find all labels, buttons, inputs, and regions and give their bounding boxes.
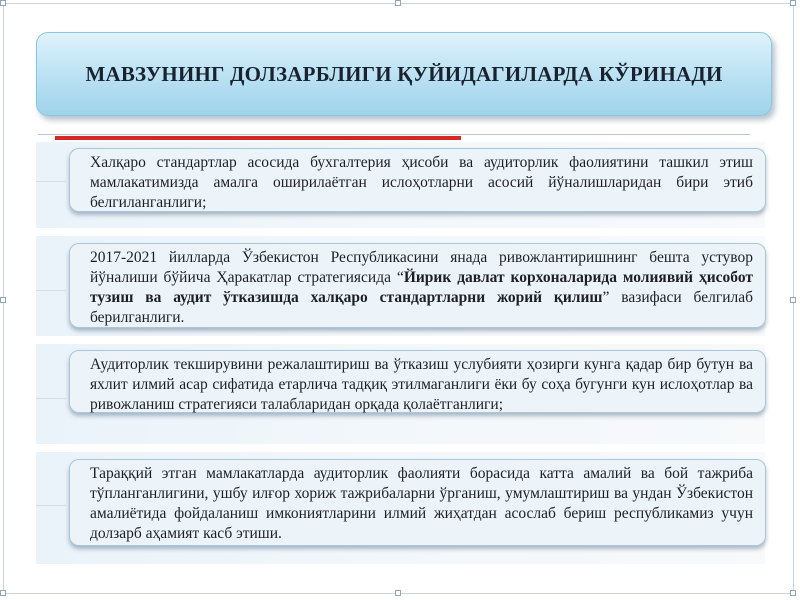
panel-guide-line [36,398,66,399]
slide-title: МАВЗУНИНГ ДОЛЗАРБЛИГИ ҚУЙИДАГИЛАРДА КЎРИНАДИ [85,61,723,86]
point-card-2 [69,243,766,328]
point-text-2-quote: Йирик давлат корхоналарида молиявий ҳисобот тузиш ва аудит ўтказишда халқаро стандартларни жорий қилиш [90,269,753,306]
title-divider-line [38,134,750,135]
title-banner [36,32,772,116]
point-text-2-intro: 2017-2021 йилларда Ўзбекистон Республикасини янада ривожлантиришнинг бешта устувор йўналиши бўйича Ҳаракатлар стратегиясида “ [90,249,753,286]
panel-guide-line [36,505,66,506]
panel-band-separator [36,228,765,236]
frame-corner-square [395,0,401,6]
frame-corner-square [790,297,796,303]
point-card-4 [69,459,766,546]
frame-corner-square [395,590,401,596]
point-text-2-outro: ” вазифаси белгилаб берилганлиги. [90,289,754,326]
frame-corner-square [790,0,796,6]
panel-guide-line [36,181,66,182]
point-text-4: Тараққий этган мамлакатларда аудиторлик фаолияти борасида катта амалий ва бой тажриба тўпланганлигини, ушбу илғор хориж тажрибаларни ўрганиш, умумлаштириш ва ундан Ўзбекистон амалиётида фойдаланиш имкониятларини илмий жиҳатдан асослаб бериш республикамиз учун долзарб аҳамият касб этиши. [90,465,753,542]
frame-corner-square [0,297,6,303]
panel-guide-line [36,290,66,291]
point-card-1 [69,148,766,212]
point-text-3: Аудиторлик текширувини режалаштириш ва ўтказиш услубияти ҳозирги кунга қадар бир бутун ва яхлит илмий асар сифатида етарлича тадқиқ этилмаганлиги ёки бу соҳа бугунги кун ислоҳотлар ва ривожланиш стратегияси талабларидан орқада қолаётганлиги; [90,356,753,413]
frame-corner-square [0,590,6,596]
panel-band-separator [36,444,765,452]
panel-band-separator [36,336,765,344]
accent-red-bar [55,136,461,140]
point-text-1: Халқаро стандартлар асосида бухгалтерия ҳисоби ва аудиторлик фаолиятини ташкил этиш мамлакатимизда амалга оширилаётган ислоҳотларни асосий йўналишларидан бири этиб белгиланганлиги; [90,154,753,211]
point-card-3 [69,350,766,413]
frame-corner-square [790,590,796,596]
frame-corner-square [0,0,6,6]
